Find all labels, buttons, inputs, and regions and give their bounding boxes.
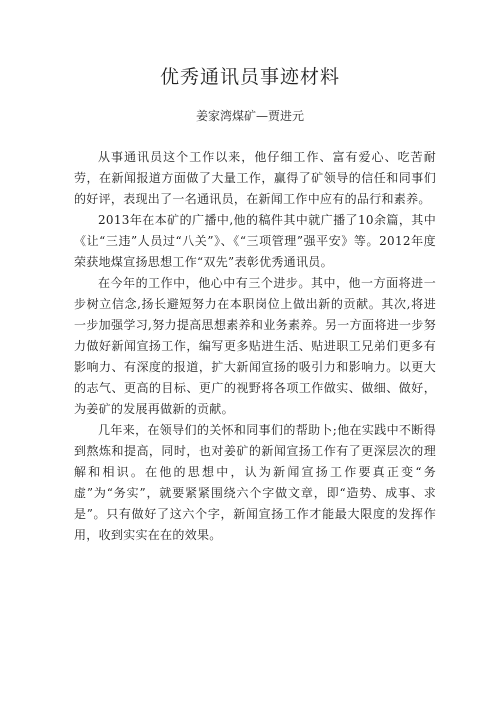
document-body	[74, 147, 436, 546]
paragraph-1: 从事通讯员这个工作以来，他仔细工作、富有爱心、吃苦耐劳，在新闻报道方面做了大量工作，赢得了矿领导的信任和同事们的好评，表现出了一名通讯员，在新闻工作中应有的品行和素养。	[74, 150, 436, 206]
paragraph-4: 几年来，在领导们的关怀和同事们的帮助卜;他在实践中不断得到熬炼和提高，同时，也对姜矿的新闻宣扬工作有了更深层次的理解和相识。在他的思想中，认为新闻宣扬工作要真正变“务虚”为“务实”，就要紧紧围绕六个字做文章，即“造势、成事、求是”。只有做好了这六个字，新闻宣扬工作才能最大限度的发挥作用，收到实实在在的效果。	[74, 423, 436, 542]
paragraph-3: 在今年的工作中，他心中有三个进步。其中，他一方面将进一步树立信念,扬长避短努力在本职岗位上做出新的贡献。其次,将进一步加强学习,努力提高思想素养和业务素养。另一方面将进一步努力做好新闻宣扬工作，编写更多贴进生活、贴进职工兄弟们更多有影响力、有深度的报道，扩大新闻宣扬的吸引力和影响力。以更大的志气、更高的目标、更广的视野将各项工作做实、做细、做好，为姜矿的发展再做新的贡献。	[74, 276, 436, 416]
paragraph-2: 2013年在本矿的广播中,他的稿件其中就广播了10余篇，其中《让“三违”人员过“八关”》、《“三项管理”强平安》等。2012年度荣获地煤宣扬思想工作“双先”表彰优秀通讯员。	[74, 213, 436, 269]
document-title: 优秀通讯员事迹材料	[159, 66, 340, 88]
author-byline: 姜家湾煤矿—贾进元	[195, 109, 304, 123]
